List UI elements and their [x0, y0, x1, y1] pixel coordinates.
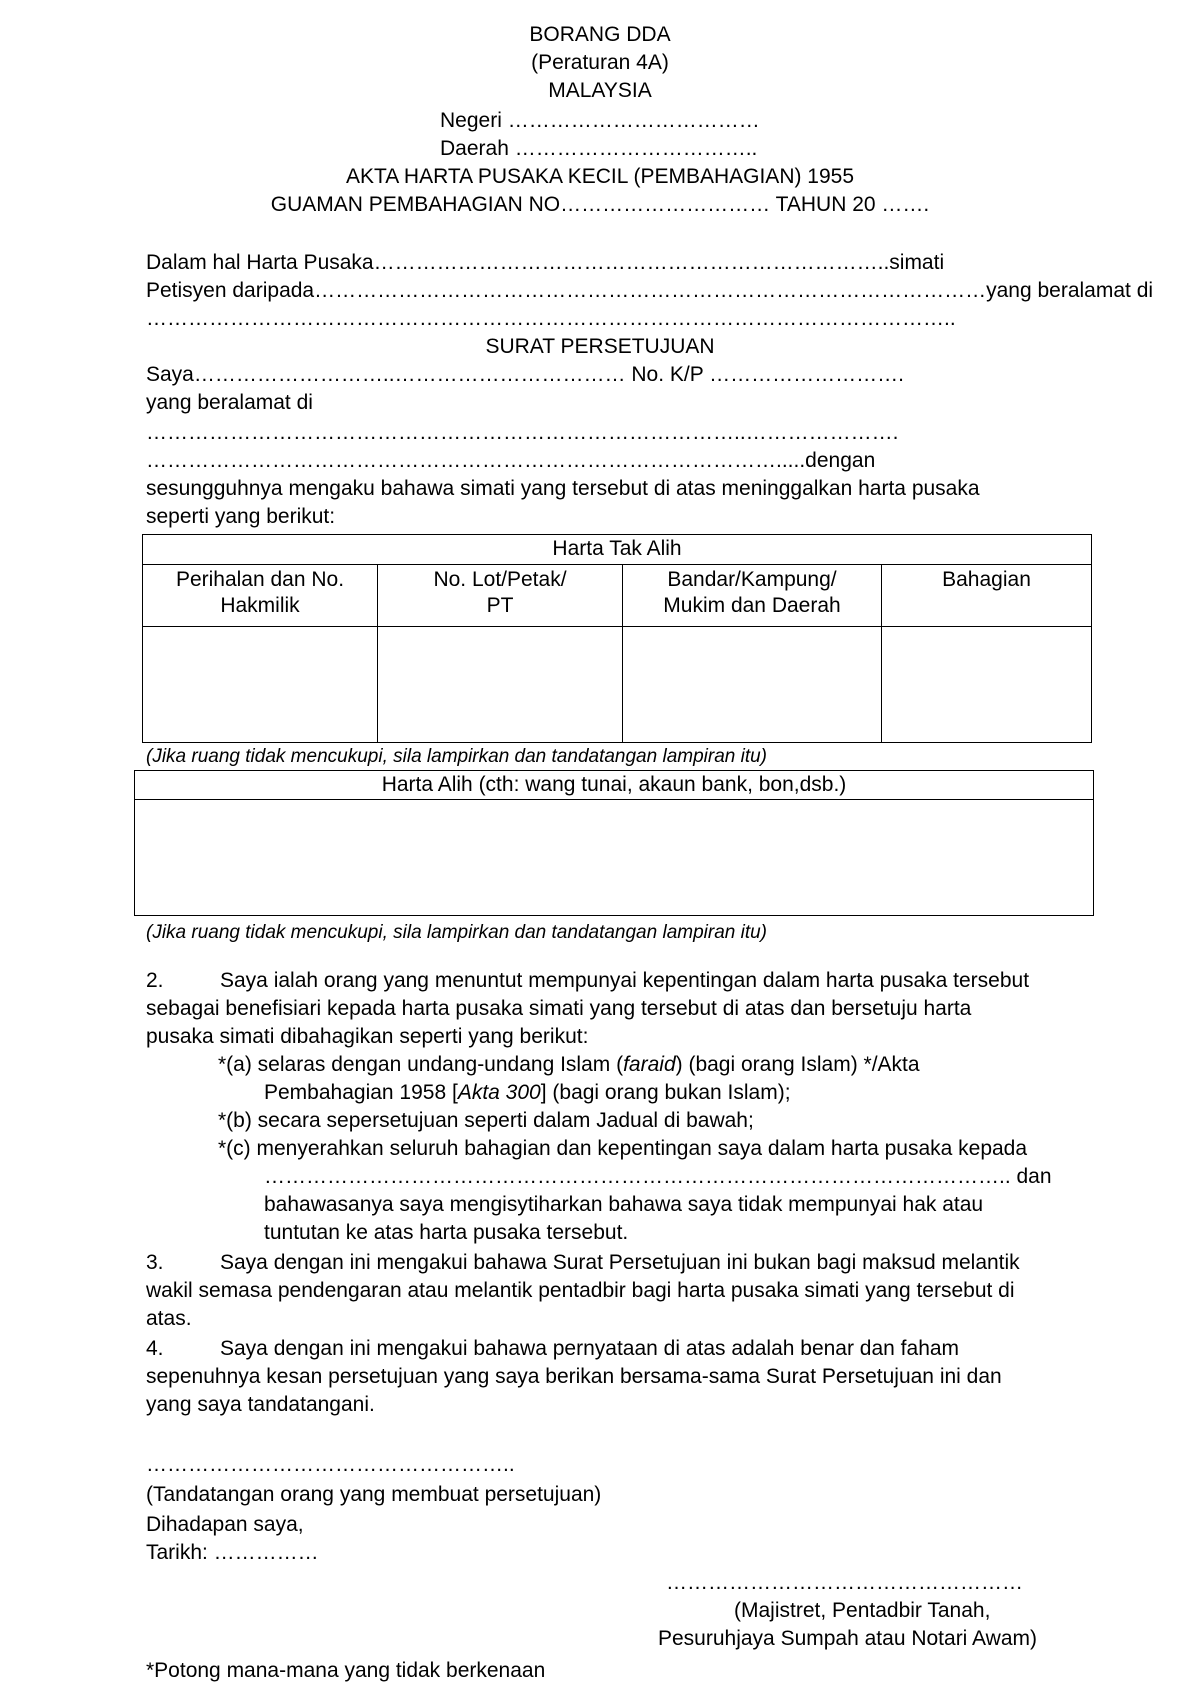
option-c-line-1: *(c) menyerahkan seluruh bahagian dan kepentingan saya dalam harta pusaka kepada [218, 1137, 1028, 1160]
para2-line-1: Saya ialah orang yang menuntut mempunyai kepentingan dalam harta pusaka tersebut [220, 969, 1030, 992]
header-title-description [143, 565, 378, 627]
para2-line-3: pusaka simati dibahagikan seperti yang berikut: [146, 1025, 589, 1048]
cell-lot-number[interactable] [378, 627, 623, 743]
para4-line-2: sepenuhnya kesan persetujuan yang saya berikan bersama-sama Surat Persetujuan ini dan [146, 1365, 1002, 1388]
option-a2-text: Pembahagian 1958 [ [264, 1081, 458, 1104]
header-lot-number-line2: PT [486, 594, 514, 617]
header-location-line1: Bandar/Kampung/ [667, 568, 837, 591]
header-lot-number-line1: No. Lot/Petak/ [433, 568, 567, 591]
para2-number: 2. [146, 969, 164, 992]
footnote: *Potong mana-mana yang tidak berkenaan [146, 1659, 546, 1682]
movable-property-box [134, 770, 1094, 916]
header-share-text: Bahagian [942, 568, 1031, 591]
petition-line: Petisyen daripada……………………………………………………………………………………yang beralamat di [146, 279, 1154, 302]
form-title: BORANG DDA [529, 23, 671, 46]
movable-note: (Jika ruang tidak mencukupi, sila lampirkan dan tandatangan lampiran itu) [146, 922, 768, 943]
option-a-text: *(a) selaras dengan undang-undang Islam ( [218, 1053, 624, 1076]
address-label: yang beralamat di [146, 391, 313, 414]
para3-line-3: atas. [146, 1307, 192, 1330]
header-share [882, 565, 1092, 627]
address-line-2: ……………………………………………………………………………….....dengan [146, 449, 876, 472]
option-a-text-end: ) (bagi orang Islam) */Akta [675, 1053, 920, 1076]
regulation: (Peraturan 4A) [531, 51, 669, 74]
witness-label-2: Pesuruhjaya Sumpah atau Notari Awam) [658, 1627, 1037, 1650]
para3-line-1: Saya dengan ini mengakui bahawa Surat Persetujuan ini bukan bagi maksud melantik [220, 1251, 1020, 1274]
para4-line-3: yang saya tandatangani. [146, 1393, 375, 1416]
date-line: Tarikh: …………… [146, 1541, 319, 1564]
signature-label: (Tandatangan orang yang membuat persetujuan) [146, 1483, 602, 1506]
negeri-line: Negeri ……………………………… [440, 109, 760, 132]
immovable-property-table [142, 534, 1092, 743]
act-title: AKTA HARTA PUSAKA KECIL (PEMBAHAGIAN) 1955 [345, 165, 855, 188]
signature-line[interactable]: …………………………………………….. [146, 1453, 515, 1476]
option-c-line-2: …………………………………………………………………………………………….. dan [264, 1165, 1052, 1188]
immovable-note: (Jika ruang tidak mencukupi, sila lampirkan dan tandatangan lampiran itu) [146, 746, 768, 767]
petitioner-address-line: …………………………………………………………………………………………………….. [146, 307, 956, 330]
option-c-line-4: tuntutan ke atas harta pusaka tersebut. [264, 1221, 629, 1244]
immovable-table-title: Harta Tak Alih [143, 535, 1092, 565]
cell-location[interactable] [623, 627, 882, 743]
option-a2-act: Akta 300 [457, 1081, 541, 1104]
address-line-1: …………………………………………………………………………..…………………. [146, 421, 899, 444]
header-location [623, 565, 882, 627]
option-b: *(b) secara sepersetujuan seperti dalam Jadual di bawah; [218, 1109, 754, 1132]
consent-title: SURAT PERSETUJUAN [485, 335, 715, 358]
header-location-line2: Mukim dan Daerah [663, 594, 841, 617]
country: MALAYSIA [548, 79, 652, 102]
before-me-label: Dihadapan saya, [146, 1513, 304, 1536]
movable-box-title: Harta Alih (cth: wang tunai, akaun bank, bon,dsb.) [135, 771, 1093, 800]
case-number-line: GUAMAN PEMBAHAGIAN NO………………………… TAHUN 20 ……. [270, 193, 930, 216]
option-a-line-2 [264, 1080, 791, 1106]
para3-number: 3. [146, 1251, 164, 1274]
para4-number: 4. [146, 1337, 164, 1360]
daerah-line: Daerah …………………………….. [440, 137, 758, 160]
option-c-line-3: bahawasanya saya mengisytiharkan bahawa saya tidak mempunyai hak atau [264, 1193, 984, 1216]
option-a2-text-end: ] (bagi orang bukan Islam); [540, 1081, 791, 1104]
cell-share[interactable] [882, 627, 1092, 743]
header-title-description-line1: Perihalan dan No. [175, 568, 345, 591]
estate-line: Dalam hal Harta Pusaka………………………………………………………………..simati [146, 251, 945, 274]
para3-line-2: wakil semasa pendengaran atau melantik pentadbir bagi harta pusaka simati yang tersebut di [146, 1279, 1015, 1302]
cell-title-description[interactable] [143, 627, 378, 743]
para4-line-1: Saya dengan ini mengakui bahawa pernyataan di atas adalah benar dan faham [220, 1337, 960, 1360]
movable-property-entry-area[interactable] [135, 800, 1093, 914]
witness-signature-line[interactable]: …………………………………………… [666, 1571, 1023, 1594]
option-a-line-1 [218, 1052, 920, 1078]
header-title-description-line2: Hakmilik [220, 594, 300, 617]
declaration-line-1: sesungguhnya mengaku bahawa simati yang tersebut di atas meninggalkan harta pusaka [146, 477, 980, 500]
declaration-line-2: seperti yang berikut: [146, 505, 336, 528]
para2-line-2: sebagai benefisiari kepada harta pusaka simati yang tersebut di atas dan bersetuju harta [146, 997, 972, 1020]
saya-line: Saya………………………..…………………………… No. K/P ………………………. [146, 363, 905, 386]
option-a-faraid: faraid [623, 1053, 676, 1076]
witness-label-1: (Majistret, Pentadbir Tanah, [734, 1599, 991, 1622]
header-lot-number [378, 565, 623, 627]
